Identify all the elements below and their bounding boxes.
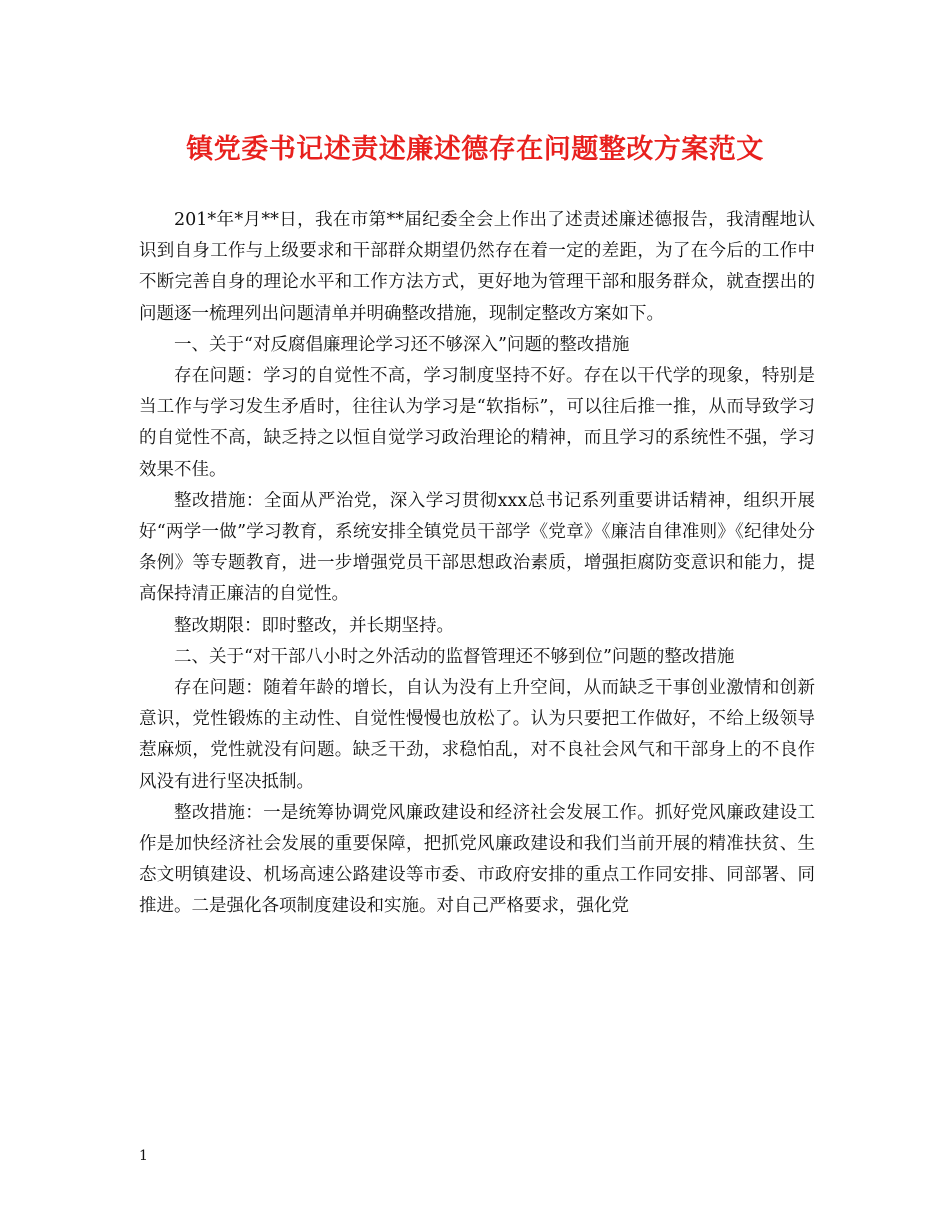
document-body <box>139 205 815 923</box>
deadline-paragraph-1: 整改期限：即时整改，并长期坚持。 <box>174 615 454 636</box>
section-heading-2: 二、关于“对干部八小时之外活动的监督管理还不够到位”问题的整改措施 <box>174 646 735 667</box>
section-heading-1: 一、关于“对反腐倡廉理论学习还不够深入”问题的整改措施 <box>174 334 630 355</box>
measure-paragraph-2: 整改措施：一是统筹协调党风廉政建设和经济社会发展工作。抓好党风廉政建设工作是加快经济社会发展的重要保障，把抓党风廉政建设和我们当前开展的精准扶贫、生态文明镇建设、机场高速公路建设等市委、市政府安排的重点工作同安排、同部署、同推进。二是强化各项制度建设和实施。对自己严格要求，强化党 <box>139 802 815 917</box>
measure-paragraph-1: 整改措施：全面从严治党，深入学习贯彻xxx总书记系列重要讲话精神，组织开展好“两学一做”学习教育，系统安排全镇党员干部学《党章》《廉洁自律准则》《纪律处分条例》等专题教育，进一步增强党员干部思想政治素质，增强拒腐防变意识和能力，提高保持清正廉洁的自觉性。 <box>139 490 815 605</box>
intro-paragraph: 201*年*月**日，我在市第**届纪委全会上作出了述责述廉述德报告，我清醒地认识到自身工作与上级要求和干部群众期望仍然存在着一定的差距，为了在今后的工作中不断完善自身的理论水平和工作方法方式，更好地为管理干部和服务群众，就查摆出的问题逐一梳理列出问题清单并明确整改措施，现制定整改方案如下。 <box>139 210 815 324</box>
page-number: 1 <box>139 1148 148 1164</box>
problem-paragraph-1: 存在问题：学习的自觉性不高，学习制度坚持不好。存在以干代学的现象，特别是当工作与学习发生矛盾时，往往认为学习是“软指标”，可以往后推一推，从而导致学习的自觉性不高，缺乏持之以恒自觉学习政治理论的精神，而且学习的系统性不强，学习效果不佳。 <box>139 366 815 480</box>
document-title: 镇党委书记述责述廉述德存在问题整改方案范文 <box>186 134 764 165</box>
problem-paragraph-2: 存在问题：随着年龄的增长，自认为没有上升空间，从而缺乏干事创业激情和创新意识，党性锻炼的主动性、自觉性慢慢也放松了。认为只要把工作做好，不给上级领导惹麻烦，党性就没有问题。缺乏干劲，求稳怕乱，对不良社会风气和干部身上的不良作风没有进行坚决抵制。 <box>139 678 815 792</box>
